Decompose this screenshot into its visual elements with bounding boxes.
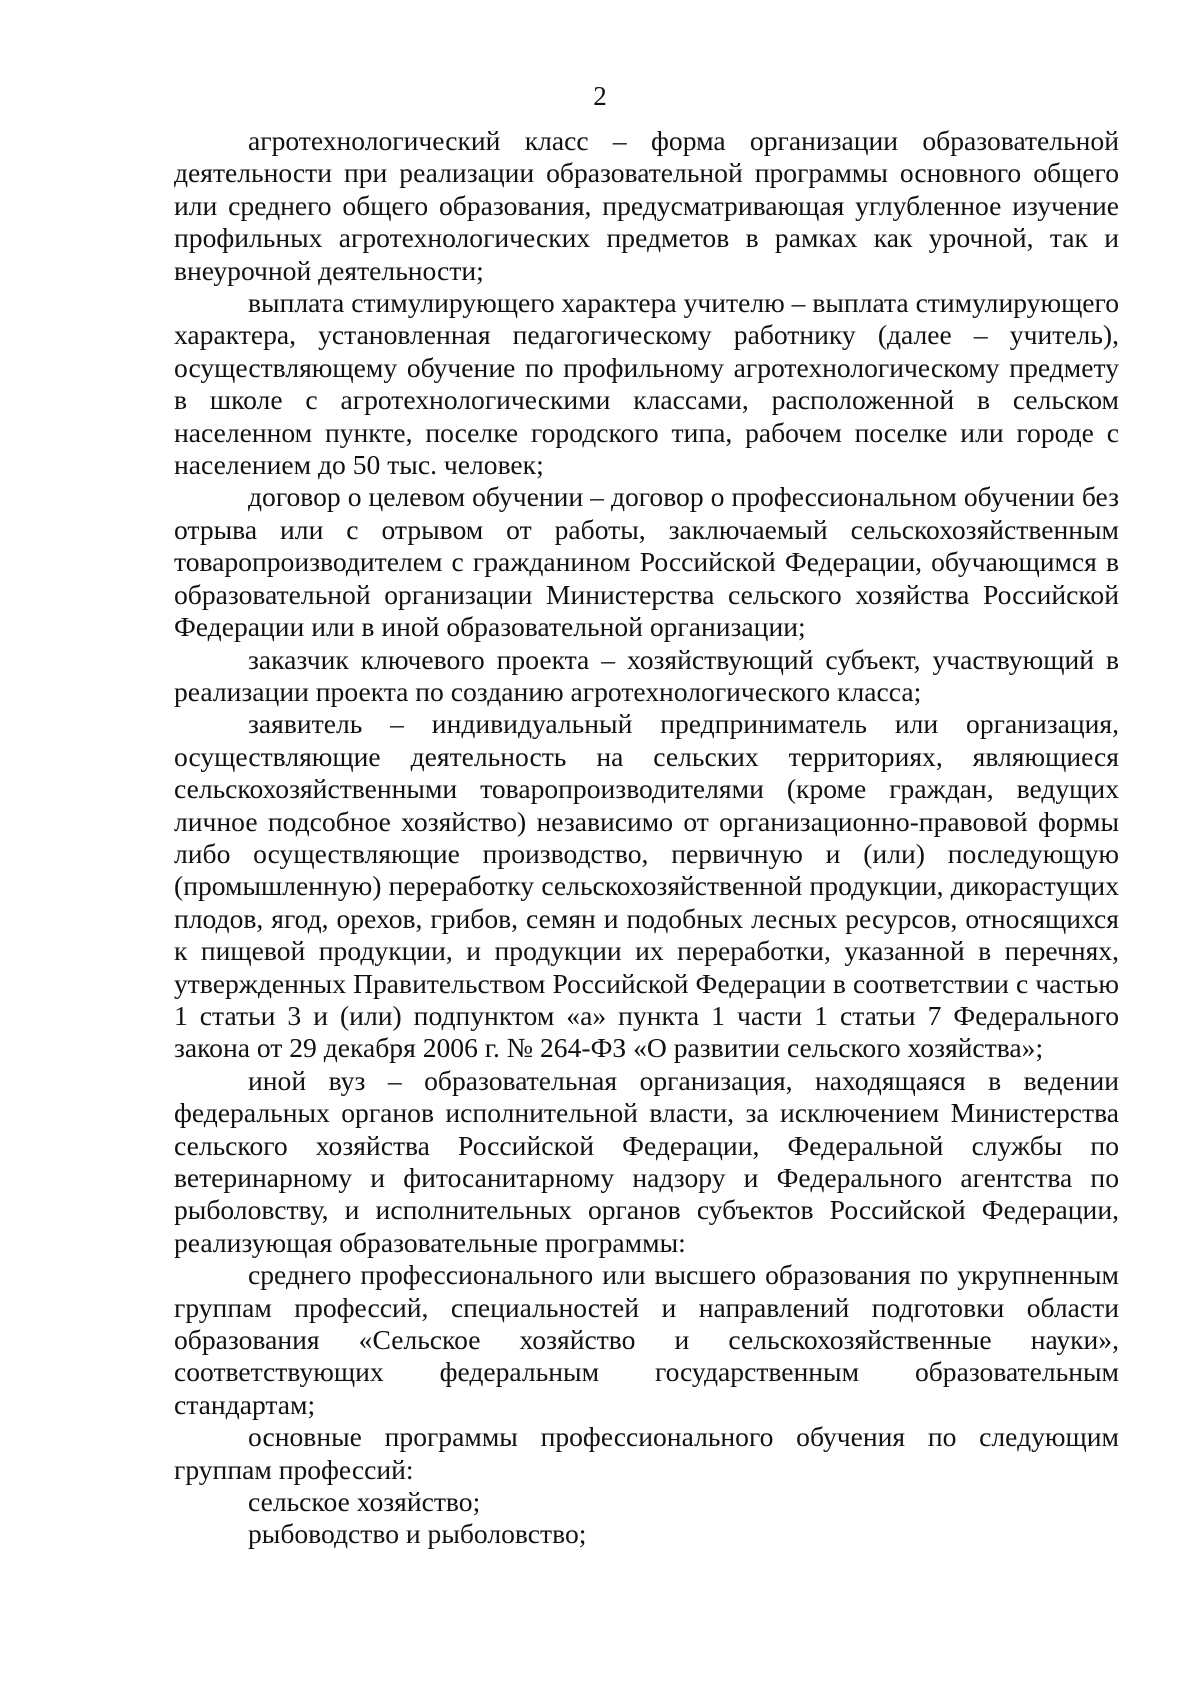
paragraph-vocational-training-programs: основные программы профессионального обучения по следующим группам профессий: bbox=[174, 1421, 1119, 1485]
paragraph-teacher-incentive-payment-definition: выплата стимулирующего характера учителю – выплата стимулирующего характера, установленная педагогическому работнику (далее – учитель), осуществляющему обучение по профильному агротехнологическому предмету в школе с агротехнологическими классами, расположенной в сельском населенном пункте, поселке городского типа, рабочем поселке или городе с населением до 50 тыс. человек; bbox=[174, 287, 1119, 481]
paragraph-applicant-definition: заявитель – индивидуальный предприниматель или организация, осуществляющие деятельность на сельских территориях, являющиеся сельскохозяйственными товаропроизводителями (кроме граждан, ведущих личное подсобное хозяйство) независимо от организационно-правовой формы либо осуществляющие производство, первичную и (или) последующую (промышленную) переработку сельскохозяйственной продукции, дикорастущих плодов, ягод, орехов, грибов, семян и подобных лесных ресурсов, относящихся к пищевой продукции, и продукции их переработки, указанной в перечнях, утвержденных Правительством Российской Федерации в соответствии с частью 1 статьи 3 и (или) подпунктом «а» пункта 1 части 1 статьи 7 Федерального закона от 29 декабря 2006 г. № 264-ФЗ «О развитии сельского хозяйства»; bbox=[174, 708, 1119, 1064]
paragraph-agrotech-class-definition: агротехнологический класс – форма организации образовательной деятельности при реализации образовательной программы основного общего или среднего общего образования, предусматривающая углубленное изучение профильных агротехнологических предметов в рамках как урочной, так и внеурочной деятельности; bbox=[174, 125, 1119, 286]
paragraph-targeted-training-agreement-definition: договор о целевом обучении – договор о профессиональном обучении без отрыва или с отрывом от работы, заключаемый сельскохозяйственным товаропроизводителем с гражданином Российской Федерации, обучающимся в образовательной организации Министерства сельского хозяйства Российской Федерации или в иной образовательной организации; bbox=[174, 481, 1119, 643]
paragraph-other-university-definition: иной вуз – образовательная организация, находящаяся в ведении федеральных органов исполнительной власти, за исключением Министерства сельского хозяйства Российской Федерации, Федеральной службы по ветеринарному и фитосанитарному надзору и Федерального агентства по рыболовству, и исполнительных органов субъектов Российской Федерации, реализующая образовательные программы: bbox=[174, 1064, 1119, 1258]
page-number: 2 bbox=[593, 81, 607, 111]
list-item-agriculture: сельское хозяйство; bbox=[248, 1486, 481, 1518]
document-body bbox=[174, 125, 1119, 1551]
list-item-fish-farming-fishing: рыбоводство и рыболовство; bbox=[248, 1518, 587, 1550]
paragraph-secondary-higher-education-programs: среднего профессионального или высшего образования по укрупненным группам профессий, специальностей и направлений подготовки области образования «Сельское хозяйство и сельскохозяйственные науки», соответствующих федеральным государственным образовательным стандартам; bbox=[174, 1259, 1119, 1420]
paragraph-key-project-customer-definition: заказчик ключевого проекта – хозяйствующий субъект, участвующий в реализации проекта по созданию агротехнологического класса; bbox=[174, 643, 1119, 707]
